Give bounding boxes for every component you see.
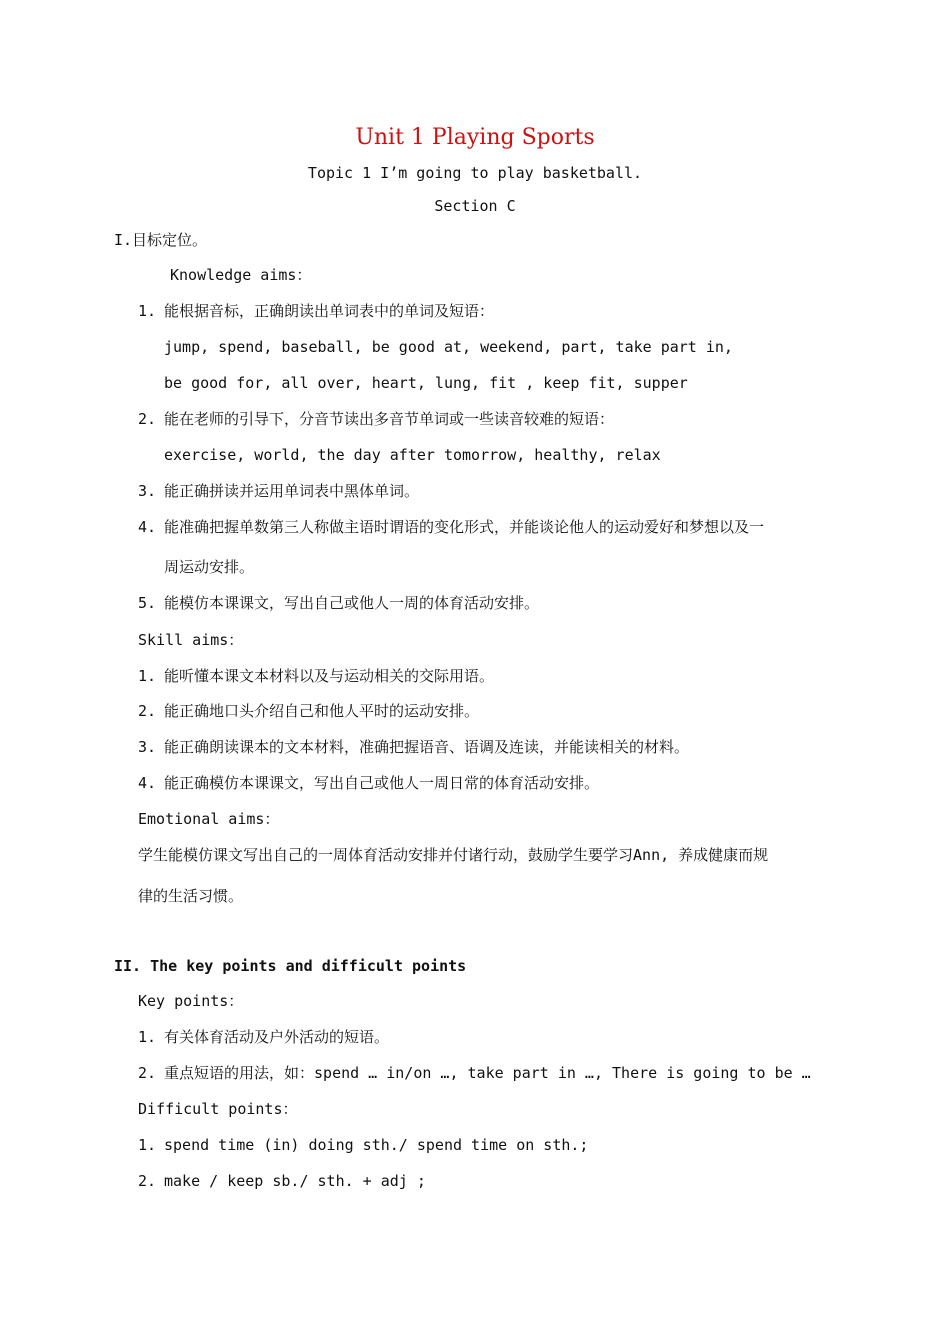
skill-item: 3. 能正确朗读课本的文本材料，准确把握语音、语调及连读，并能读相关的材料。 — [138, 738, 690, 756]
key-point-item: 2. 重点短语的用法，如：spend … in/on …, take part in …, There is going to be … — [138, 1064, 811, 1082]
part2-heading: II. The key points and difficult points — [114, 957, 467, 975]
emotional-aims-text: 学生能模仿课文写出自己的一周体育活动安排并付诸行动，鼓励学生要学习Ann, 养成健康而规 — [138, 846, 769, 864]
knowledge-item: 1. 能根据音标，正确朗读出单词表中的单词及短语： — [138, 302, 495, 320]
section-subtitle: Section C — [434, 197, 516, 215]
page-title: Unit 1 Playing Sports — [355, 125, 595, 150]
knowledge-item-words: exercise, world, the day after tomorrow, healthy, relax — [164, 446, 661, 464]
emotional-aims-text: 律的生活习惯。 — [138, 887, 244, 905]
knowledge-item: 2. 能在老师的引导下，分音节读出多音节单词或一些读音较难的短语： — [138, 410, 615, 428]
knowledge-item: 3. 能正确拼读并运用单词表中黑体单词。 — [138, 482, 420, 500]
difficult-point-item: 2. make / keep sb./ sth. + adj ; — [138, 1172, 426, 1190]
emotional-aims-label: Emotional aims： — [138, 810, 280, 828]
key-point-item: 1. 有关体育活动及户外活动的短语。 — [138, 1028, 390, 1046]
difficult-points-label: Difficult points： — [138, 1100, 298, 1118]
part1-heading: I.目标定位。 — [114, 231, 208, 249]
knowledge-item: 5. 能模仿本课课文，写出自己或他人一周的体育活动安排。 — [138, 594, 540, 612]
skill-item: 4. 能正确模仿本课课文，写出自己或他人一周日常的体育活动安排。 — [138, 774, 600, 792]
knowledge-item-words: jump, spend, baseball, be good at, weekend, part, take part in, — [164, 338, 733, 356]
topic-subtitle: Topic 1 I’m going to play basketball. — [307, 164, 643, 182]
knowledge-item: 4. 能准确把握单数第三人称做主语时谓语的变化形式，并能谈论他人的运动爱好和梦想以及一 — [138, 518, 765, 536]
knowledge-aims-label: Knowledge aims： — [170, 266, 312, 284]
key-points-label: Key points： — [138, 992, 244, 1010]
skill-aims-label: Skill aims： — [138, 631, 244, 649]
skill-item: 2. 能正确地口头介绍自己和他人平时的运动安排。 — [138, 702, 480, 720]
difficult-point-item: 1. spend time (in) doing sth./ spend time on sth.; — [138, 1136, 589, 1154]
skill-item: 1. 能听懂本课文本材料以及与运动相关的交际用语。 — [138, 667, 495, 685]
knowledge-item-words: be good for, all over, heart, lung, fit , keep fit, supper — [164, 374, 688, 392]
knowledge-item-continuation: 周运动安排。 — [164, 558, 255, 576]
